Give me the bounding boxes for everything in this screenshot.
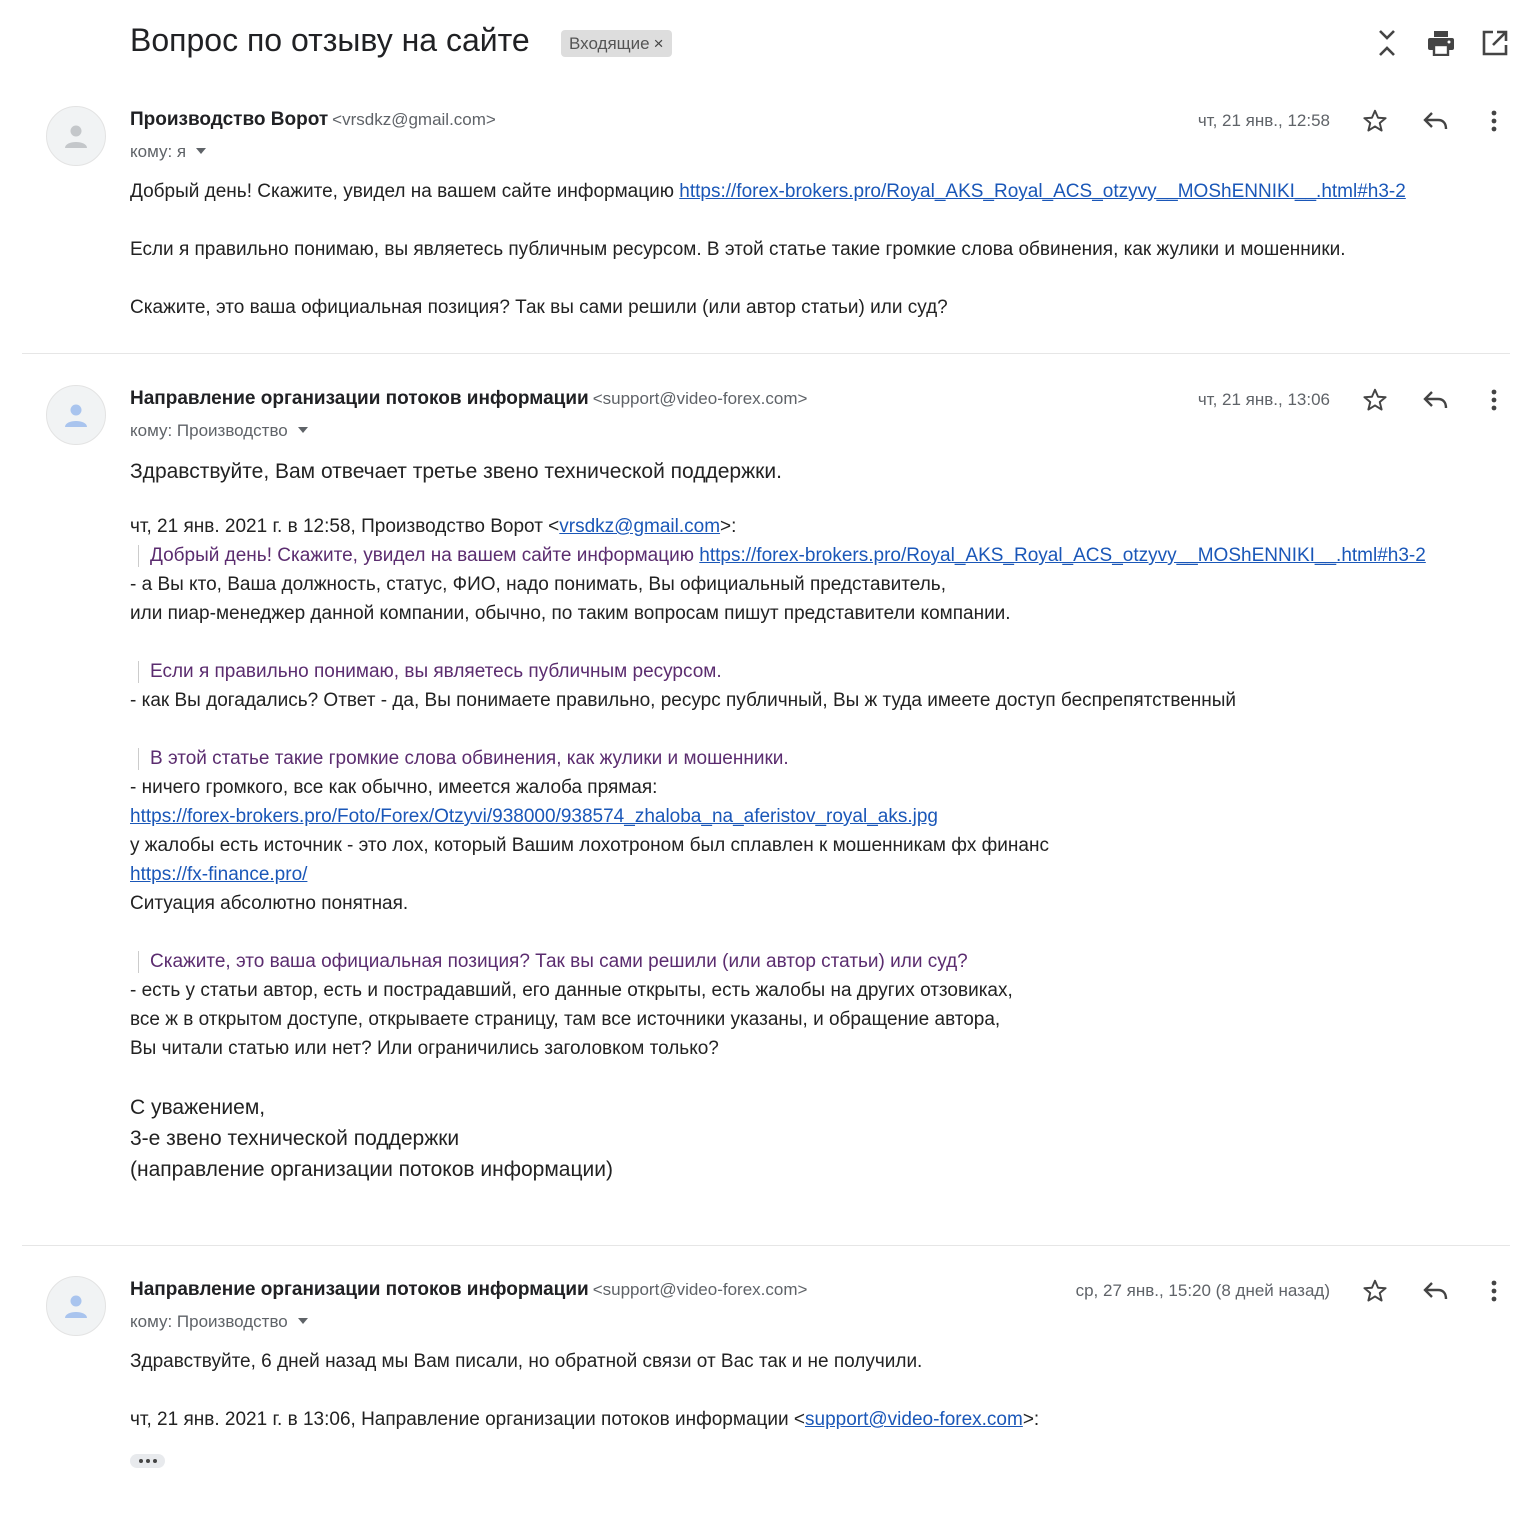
open-in-new-icon — [1482, 30, 1508, 56]
sender-email: <support@video-forex.com> — [592, 1280, 808, 1299]
quoted-text: Скажите, это ваша официальная позиция? Так вы сами решили (или автор статьи) или суд? — [138, 951, 968, 973]
recipients-text: кому: Производство — [130, 421, 288, 440]
signature-line: (направление организации потоков информации) — [130, 1158, 613, 1181]
sender-name: Направление организации потоков информации — [130, 388, 589, 409]
sender — [130, 109, 496, 131]
quote-attribution — [130, 516, 736, 538]
body-line: Здравствуйте, 6 дней назад мы Вам писали, но обратной связи от Вас так и не получили. — [130, 1351, 923, 1372]
reply-button[interactable] — [1415, 1271, 1455, 1311]
quoted-text: Если я правильно понимаю, вы являетесь публичным ресурсом. — [138, 661, 722, 683]
reply-icon — [1422, 1280, 1448, 1302]
star-icon — [1362, 387, 1388, 413]
remove-label-button[interactable]: × — [653, 34, 664, 53]
reply-icon — [1422, 110, 1448, 132]
attribution-text: чт, 21 янв. 2021 г. в 13:06, Направление организации потоков информации < — [130, 1409, 805, 1430]
star-icon — [1362, 108, 1388, 134]
message-divider — [22, 1245, 1510, 1246]
body-line: Скажите, это ваша официальная позиция? Так вы сами решили (или автор статьи) или суд? — [130, 297, 948, 318]
more-options-button[interactable] — [1474, 101, 1514, 141]
reply-button[interactable] — [1415, 101, 1455, 141]
chevron-down-icon — [298, 1318, 308, 1324]
recipients-toggle[interactable] — [130, 1312, 308, 1332]
email-link[interactable]: support@video-forex.com — [805, 1409, 1023, 1430]
more-vert-icon — [1491, 110, 1497, 132]
answer-line — [130, 806, 938, 828]
answer-line: - а Вы кто, Ваша должность, статус, ФИО, надо понимать, Вы официальный представитель, — [130, 574, 946, 595]
inbox-label[interactable] — [561, 30, 672, 57]
email-link[interactable]: vrsdkz@gmail.com — [559, 516, 721, 537]
answer-line — [130, 864, 307, 886]
chevron-down-icon — [298, 427, 308, 433]
sender-avatar[interactable] — [46, 1276, 106, 1336]
answer-line: Вы читали статью или нет? Или ограничились заголовком только? — [130, 1038, 719, 1059]
show-trimmed-content-button[interactable] — [130, 1454, 165, 1468]
body-line — [130, 181, 1406, 203]
person-icon — [63, 402, 89, 428]
complaint-link[interactable]: https://forex-brokers.pro/Foto/Forex/Otzyvi/938000/938574_zhaloba_na_aferistov_royal_aks.jpg — [130, 806, 938, 827]
recipients-text: кому: я — [130, 142, 187, 161]
recipients-text: кому: Производство — [130, 1312, 288, 1331]
reply-icon — [1422, 389, 1448, 411]
article-link[interactable]: https://forex-brokers.pro/Royal_AKS_Royal_ACS_otzyvy__MOShENNIKI__.html#h3-2 — [679, 181, 1406, 202]
answer-line: у жалобы есть источник - это лох, который Вашим лохотроном был сплавлен к мошенникам фх финанс — [130, 835, 1049, 856]
ellipsis-icon — [146, 1459, 150, 1463]
answer-line: все ж в открытом доступе, открываете страницу, там все источники указаны, и обращение автора, — [130, 1009, 1001, 1030]
person-icon — [63, 123, 89, 149]
ellipsis-icon — [153, 1459, 157, 1463]
more-vert-icon — [1491, 389, 1497, 411]
greeting: Здравствуйте, Вам отвечает третье звено технической поддержки. — [130, 460, 782, 483]
message-divider — [22, 353, 1510, 354]
collapse-all-button[interactable] — [1369, 25, 1405, 61]
print-button[interactable] — [1423, 25, 1459, 61]
open-new-window-button[interactable] — [1477, 25, 1513, 61]
star-icon — [1362, 1278, 1388, 1304]
article-link[interactable]: https://forex-brokers.pro/Royal_AKS_Royal_ACS_otzyvy__MOShENNIKI__.html#h3-2 — [699, 545, 1426, 566]
person-icon — [63, 1293, 89, 1319]
sender — [130, 1279, 807, 1301]
attribution-text: чт, 21 янв. 2021 г. в 12:58, Производство Ворот < — [130, 516, 560, 537]
answer-line: или пиар-менеджер данной компании, обычно, по таким вопросам пишут представители компании. — [130, 603, 1011, 624]
signature-line: 3-е звено технической поддержки — [130, 1127, 460, 1150]
message-date: чт, 21 янв., 13:06 — [1197, 390, 1330, 409]
recipients-toggle[interactable] — [130, 421, 308, 441]
quoted-text — [138, 545, 1426, 567]
inbox-label-text: Входящие — [569, 34, 650, 53]
message-date: чт, 21 янв., 12:58 — [1197, 111, 1330, 130]
reply-button[interactable] — [1415, 380, 1455, 420]
collapse-icon — [1377, 28, 1397, 58]
attribution-text: >: — [720, 516, 737, 537]
quote-text: Добрый день! Скажите, увидел на вашем сайте информацию — [150, 545, 700, 566]
sender-email: <vrsdkz@gmail.com> — [332, 110, 496, 129]
sender-avatar[interactable] — [46, 385, 106, 445]
more-options-button[interactable] — [1474, 1271, 1514, 1311]
quote-attribution — [130, 1409, 1039, 1431]
email-subject: Вопрос по отзыву на сайте — [130, 22, 530, 58]
sender-name: Направление организации потоков информации — [130, 1279, 589, 1300]
body-text: Добрый день! Скажите, увидел на вашем сайте информацию — [130, 181, 680, 202]
fx-finance-link[interactable]: https://fx-finance.pro/ — [130, 864, 308, 885]
more-options-button[interactable] — [1474, 380, 1514, 420]
star-button[interactable] — [1355, 1271, 1395, 1311]
print-icon — [1427, 30, 1455, 56]
star-button[interactable] — [1355, 101, 1395, 141]
quoted-text: В этой статье такие громкие слова обвинения, как жулики и мошенники. — [138, 748, 789, 770]
star-button[interactable] — [1355, 380, 1395, 420]
sender — [130, 388, 807, 410]
message-date: ср, 27 янв., 15:20 (8 дней назад) — [1075, 1281, 1330, 1300]
more-vert-icon — [1491, 1280, 1497, 1302]
chevron-down-icon — [196, 148, 206, 154]
ellipsis-icon — [139, 1459, 143, 1463]
answer-line: - ничего громкого, все как обычно, имеется жалоба прямая: — [130, 777, 658, 798]
body-line: Если я правильно понимаю, вы являетесь публичным ресурсом. В этой статье такие громкие слова обвинения, как жулики и мошенники. — [130, 239, 1346, 260]
sender-name: Производство Ворот — [130, 109, 329, 130]
sender-email: <support@video-forex.com> — [592, 389, 808, 408]
answer-line: Ситуация абсолютно понятная. — [130, 893, 409, 914]
answer-line: - как Вы догадались? Ответ - да, Вы понимаете правильно, ресурс публичный, Вы ж туда имеете доступ беспрепятственный — [130, 690, 1237, 711]
attribution-text: >: — [1022, 1409, 1040, 1430]
sender-avatar[interactable] — [46, 106, 106, 166]
recipients-toggle[interactable] — [130, 142, 206, 162]
signature-line: С уважением, — [130, 1096, 266, 1119]
answer-line: - есть у статьи автор, есть и пострадавший, его данные открыты, есть жалобы на других отзовиках, — [130, 980, 1013, 1001]
